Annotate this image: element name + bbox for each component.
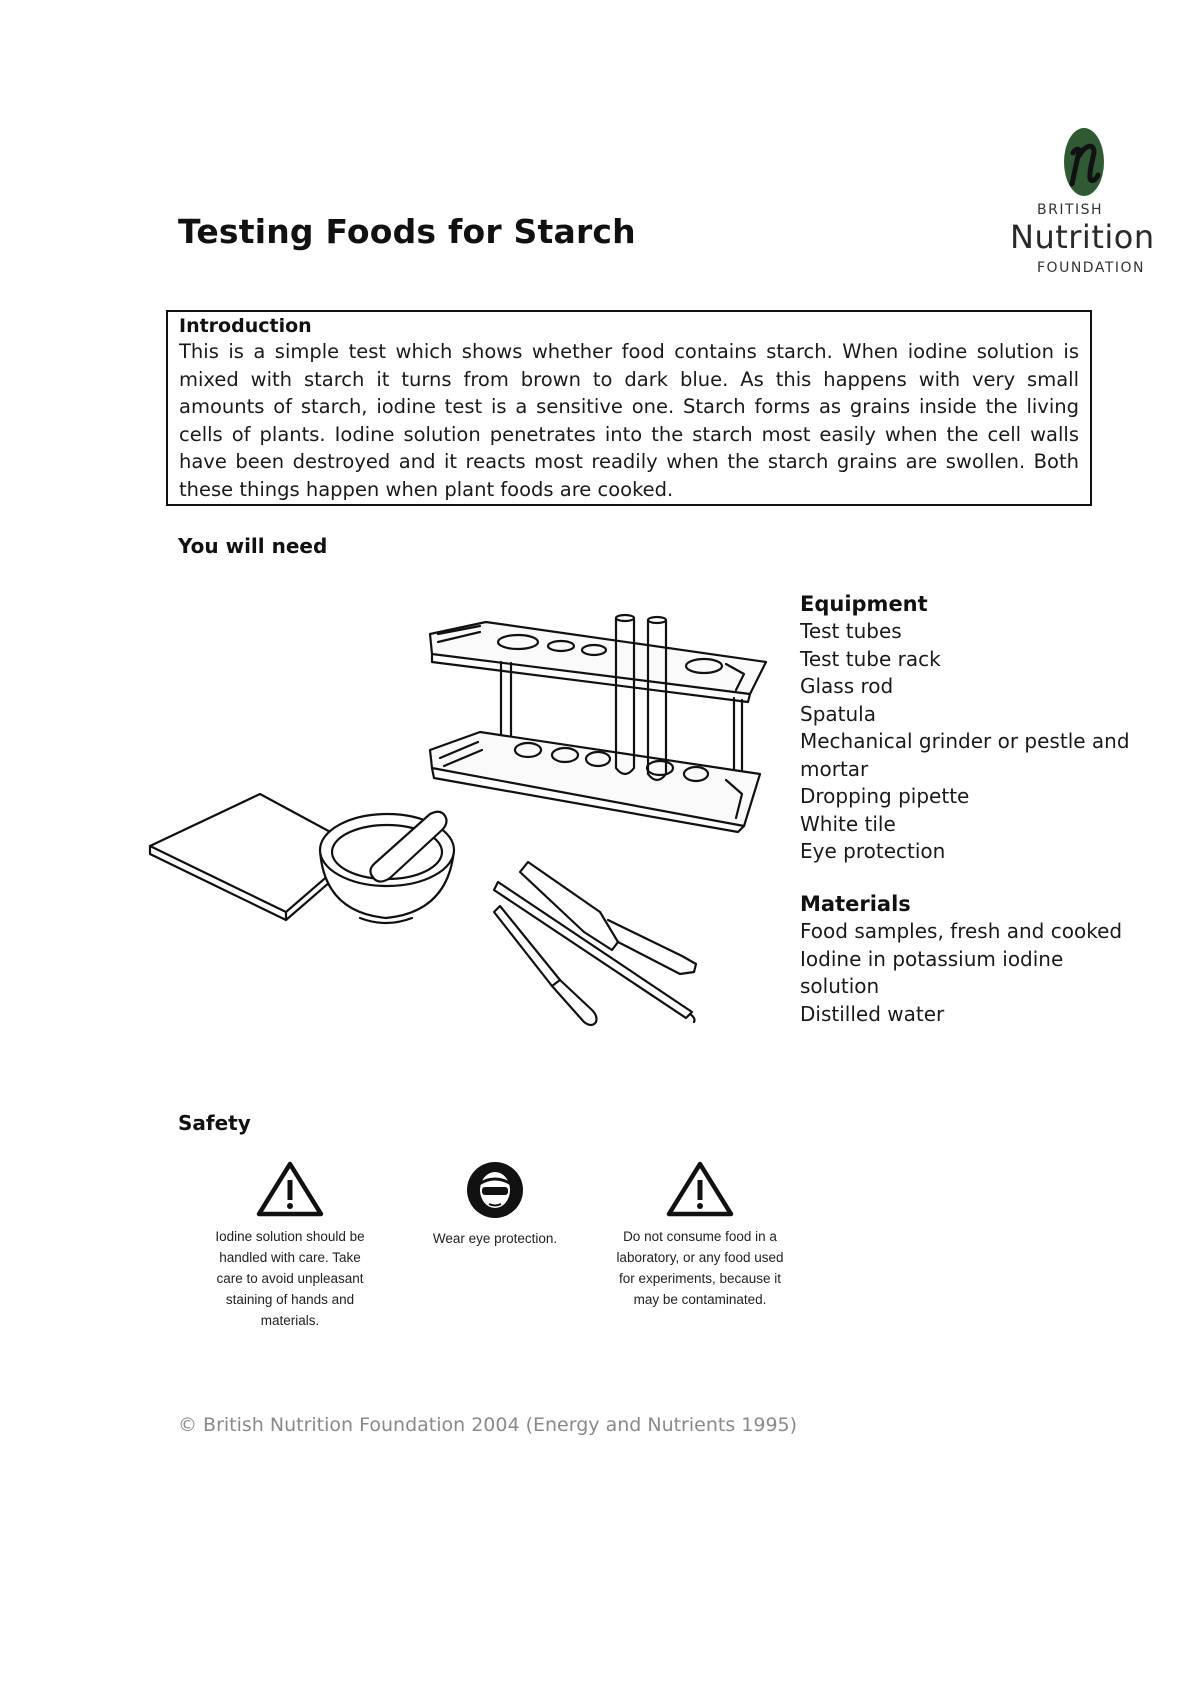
logo-line-nutrition: Nutrition <box>1010 218 1155 256</box>
equipment-heading: Equipment <box>800 592 928 616</box>
test-tube-rack-drawing <box>430 615 766 832</box>
materials-list <box>800 918 1130 1028</box>
logo-line-foundation: FOUNDATION <box>1037 260 1145 276</box>
equipment-list <box>800 618 1130 866</box>
warning-triangle-icon <box>665 1160 735 1218</box>
bnf-logo <box>1000 126 1170 286</box>
list-item: Mechanical grinder or pestle and mortar <box>800 729 1130 781</box>
introduction-text: This is a simple test which shows whether food contains starch. When iodine solution is mixed with starch it turns from brown to dark blue. As this happens with very small amounts of starch, iodine test is a sensitive one. Starch forms as grains inside the living cells of plants. Iodine solution penetrates into the starch most easily when the cell walls have been destroyed and it reacts most readily when the starch grains are swollen. Both these things happen when plant foods are cooked. <box>179 340 1079 501</box>
bnf-n-logo-icon <box>1062 126 1106 198</box>
safety-sign-text: Do not consume food in a laboratory, or any food used for experiments, because it may be contaminated. <box>616 1229 784 1307</box>
materials-heading: Materials <box>800 892 911 916</box>
introduction-box <box>166 310 1092 506</box>
safety-heading: Safety <box>178 1111 251 1135</box>
list-item: Eye protection <box>800 839 946 863</box>
list-item: Glass rod <box>800 674 894 698</box>
materials-section <box>800 890 1130 1028</box>
list-item: Food samples, fresh and cooked <box>800 919 1123 943</box>
list-item: Test tube rack <box>800 646 941 671</box>
page-title: Testing Foods for Starch <box>178 212 636 251</box>
warning-triangle-icon <box>255 1160 325 1218</box>
logo-line-british: BRITISH <box>1037 202 1104 218</box>
equipment-illustration <box>148 582 788 1032</box>
list-item: Test tubes <box>800 619 902 643</box>
mortar-and-pestle-drawing <box>320 812 454 923</box>
safety-sign-text: Iodine solution should be handled with care. Take care to avoid unpleasant staining of hands and materials. <box>215 1229 365 1328</box>
equipment-section <box>800 590 1130 866</box>
safety-sign-no-consume <box>615 1160 785 1310</box>
safety-sign-iodine <box>205 1160 375 1331</box>
copyright-footer: © British Nutrition Foundation 2004 (Energy and Nutrients 1995) <box>178 1414 798 1436</box>
introduction-heading: Introduction <box>179 315 312 337</box>
list-item: White tile <box>800 811 896 836</box>
list-item: Spatula <box>800 701 876 726</box>
safety-sign-text: Wear eye protection. <box>432 1231 558 1246</box>
you-will-need-heading: You will need <box>178 534 328 558</box>
list-item: Dropping pipette <box>800 784 970 808</box>
safety-sign-eye-protection <box>430 1160 560 1249</box>
list-item: Iodine in potassium iodine solution <box>800 946 1064 998</box>
eye-protection-icon <box>465 1160 525 1220</box>
list-item: Distilled water <box>800 1001 945 1026</box>
